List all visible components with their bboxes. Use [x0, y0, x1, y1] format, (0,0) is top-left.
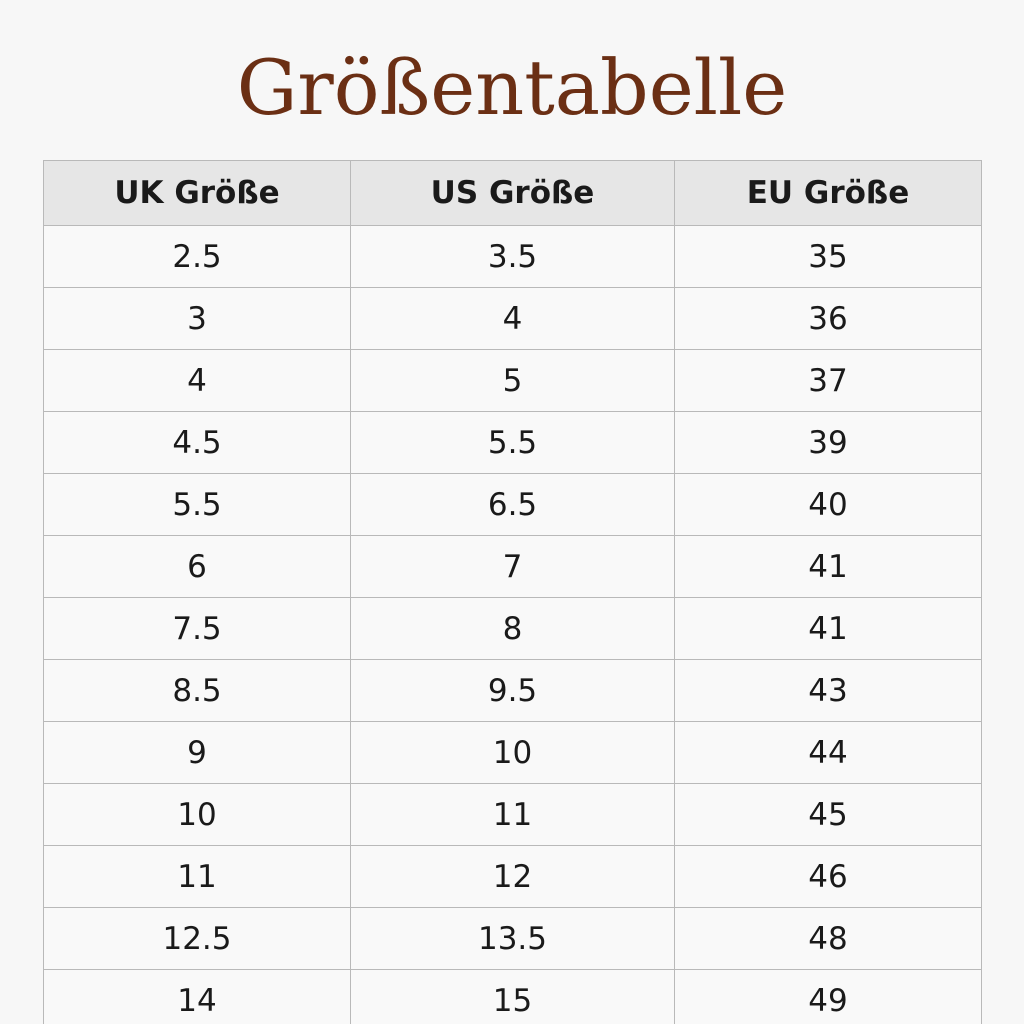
column-header-uk: UK Größe: [44, 161, 351, 226]
size-table: [43, 160, 982, 1024]
table-row: [44, 598, 982, 660]
table-cell-uk: 6: [44, 536, 351, 598]
table-cell-eu: 40: [675, 474, 982, 536]
table-cell-us: 4: [351, 288, 675, 350]
table-cell-eu: 36: [675, 288, 982, 350]
table-row: [44, 908, 982, 970]
table-row: [44, 226, 982, 288]
table-cell-uk: 4: [44, 350, 351, 412]
table-row: [44, 784, 982, 846]
table-cell-eu: 46: [675, 846, 982, 908]
table-row: [44, 350, 982, 412]
table-cell-us: 10: [351, 722, 675, 784]
column-header-eu: EU Größe: [675, 161, 982, 226]
table-header-row: [44, 161, 982, 226]
table-row: [44, 846, 982, 908]
table-cell-eu: 35: [675, 226, 982, 288]
table-row: [44, 970, 982, 1024]
table-cell-uk: 14: [44, 970, 351, 1024]
table-cell-us: 11: [351, 784, 675, 846]
table-cell-us: 8: [351, 598, 675, 660]
page-title: Größentabelle: [236, 43, 788, 132]
table-cell-eu: 49: [675, 970, 982, 1024]
table-row: [44, 288, 982, 350]
table-row: [44, 412, 982, 474]
table-cell-us: 13.5: [351, 908, 675, 970]
table-row: [44, 660, 982, 722]
table-cell-uk: 7.5: [44, 598, 351, 660]
table-cell-uk: 12.5: [44, 908, 351, 970]
table-row: [44, 536, 982, 598]
table-cell-uk: 2.5: [44, 226, 351, 288]
table-cell-us: 15: [351, 970, 675, 1024]
table-cell-us: 5: [351, 350, 675, 412]
table-cell-uk: 10: [44, 784, 351, 846]
table-cell-eu: 39: [675, 412, 982, 474]
table-cell-us: 7: [351, 536, 675, 598]
table-cell-eu: 37: [675, 350, 982, 412]
table-cell-us: 9.5: [351, 660, 675, 722]
table-row: [44, 474, 982, 536]
table-cell-uk: 4.5: [44, 412, 351, 474]
table-cell-eu: 45: [675, 784, 982, 846]
table-cell-eu: 48: [675, 908, 982, 970]
table-cell-us: 12: [351, 846, 675, 908]
table-cell-eu: 44: [675, 722, 982, 784]
table-cell-uk: 5.5: [44, 474, 351, 536]
table-cell-us: 5.5: [351, 412, 675, 474]
table-cell-uk: 9: [44, 722, 351, 784]
table-cell-uk: 11: [44, 846, 351, 908]
table-cell-us: 3.5: [351, 226, 675, 288]
table-cell-uk: 8.5: [44, 660, 351, 722]
table-row: [44, 722, 982, 784]
column-header-us: US Größe: [351, 161, 675, 226]
table-cell-eu: 41: [675, 536, 982, 598]
table-cell-eu: 41: [675, 598, 982, 660]
table-cell-us: 6.5: [351, 474, 675, 536]
table-cell-eu: 43: [675, 660, 982, 722]
table-cell-uk: 3: [44, 288, 351, 350]
